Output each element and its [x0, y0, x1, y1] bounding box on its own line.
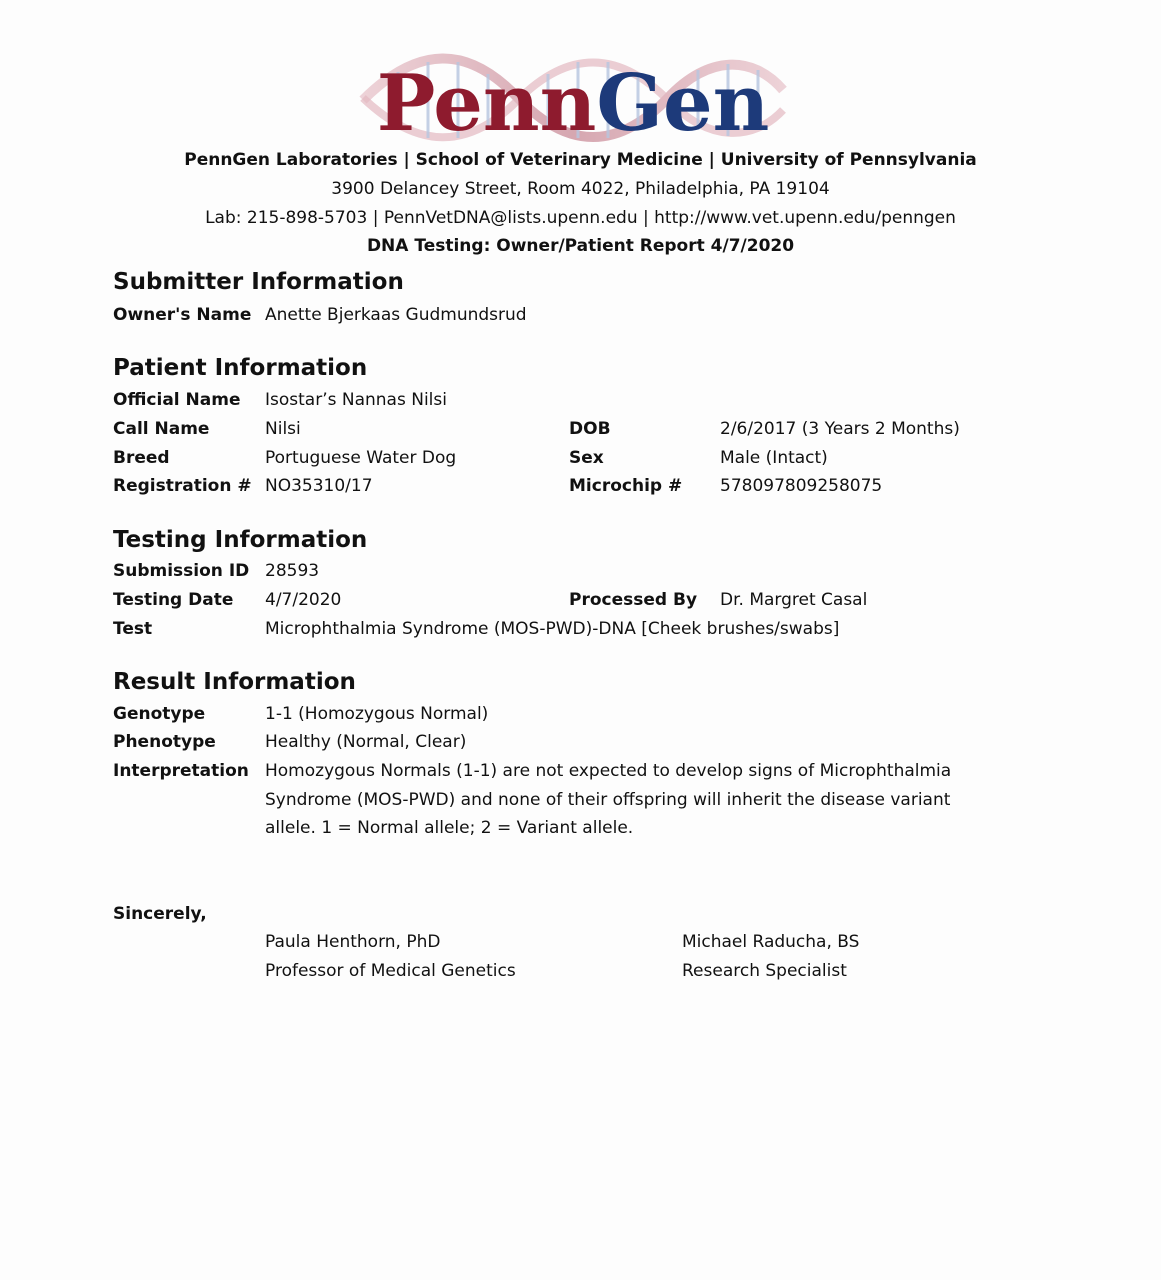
signatory-1-name: Paula Henthorn, PhD — [265, 932, 441, 952]
microchip-label: Microchip # — [569, 476, 683, 496]
penngen-logo — [358, 50, 788, 146]
patient-heading: Patient Information — [113, 355, 368, 381]
phenotype-label: Phenotype — [113, 732, 216, 752]
genotype-label: Genotype — [113, 704, 206, 724]
processed-by-label: Processed By — [569, 590, 698, 610]
header-institution: PennGen Laboratories | School of Veterinary Medicine | University of Pennsylvania — [184, 150, 977, 170]
owner-name-label: Owner's Name — [113, 305, 252, 325]
test-value: Microphthalmia Syndrome (MOS-PWD)-DNA [Cheek brushes/swabs] — [265, 619, 840, 639]
submission-id-label: Submission ID — [113, 561, 250, 581]
breed-label: Breed — [113, 448, 170, 468]
testing-date-label: Testing Date — [113, 590, 234, 610]
dob-value: 2/6/2017 (3 Years 2 Months) — [720, 419, 960, 439]
logo-text: PennGen — [376, 58, 770, 146]
microchip-value: 578097809258075 — [720, 476, 883, 496]
registration-label: Registration # — [113, 476, 252, 496]
header-address: 3900 Delancey Street, Room 4022, Philadelphia, PA 19104 — [331, 179, 830, 199]
testing-date-value: 4/7/2020 — [265, 590, 342, 610]
submitter-heading: Submitter Information — [113, 269, 404, 295]
submission-id-value: 28593 — [265, 561, 320, 581]
testing-heading: Testing Information — [113, 527, 368, 553]
interpretation-line-3: allele. 1 = Normal allele; 2 = Variant allele. — [265, 818, 634, 838]
signatory-1-title: Professor of Medical Genetics — [265, 961, 516, 981]
call-name-label: Call Name — [113, 419, 210, 439]
header-contact: Lab: 215-898-5703 | PennVetDNA@lists.upenn.edu | http://www.vet.upenn.edu/penngen — [205, 208, 956, 228]
call-name-value: Nilsi — [265, 419, 301, 439]
official-name-label: Official Name — [113, 390, 241, 410]
report-title: DNA Testing: Owner/Patient Report 4/7/2020 — [366, 236, 795, 256]
result-heading: Result Information — [113, 669, 356, 695]
interpretation-line-1: Homozygous Normals (1-1) are not expected to develop signs of Microphthalmia — [265, 761, 952, 781]
interpretation-label: Interpretation — [113, 761, 249, 781]
sex-label: Sex — [569, 448, 604, 468]
genotype-value: 1-1 (Homozygous Normal) — [265, 704, 489, 724]
salutation: Sincerely, — [113, 904, 207, 924]
processed-by-value: Dr. Margret Casal — [720, 590, 868, 610]
dob-label: DOB — [569, 419, 611, 439]
phenotype-value: Healthy (Normal, Clear) — [265, 732, 467, 752]
registration-value: NO35310/17 — [265, 476, 373, 496]
signatory-2-name: Michael Raducha, BS — [682, 932, 860, 952]
signatory-2-title: Research Specialist — [682, 961, 847, 981]
sex-value: Male (Intact) — [720, 448, 828, 468]
interpretation-line-2: Syndrome (MOS-PWD) and none of their offspring will inherit the disease variant — [265, 790, 951, 810]
test-label: Test — [113, 619, 153, 639]
breed-value: Portuguese Water Dog — [265, 448, 457, 468]
owner-name-value: Anette Bjerkaas Gudmundsrud — [265, 305, 527, 325]
official-name-value: Isostar’s Nannas Nilsi — [265, 390, 447, 410]
